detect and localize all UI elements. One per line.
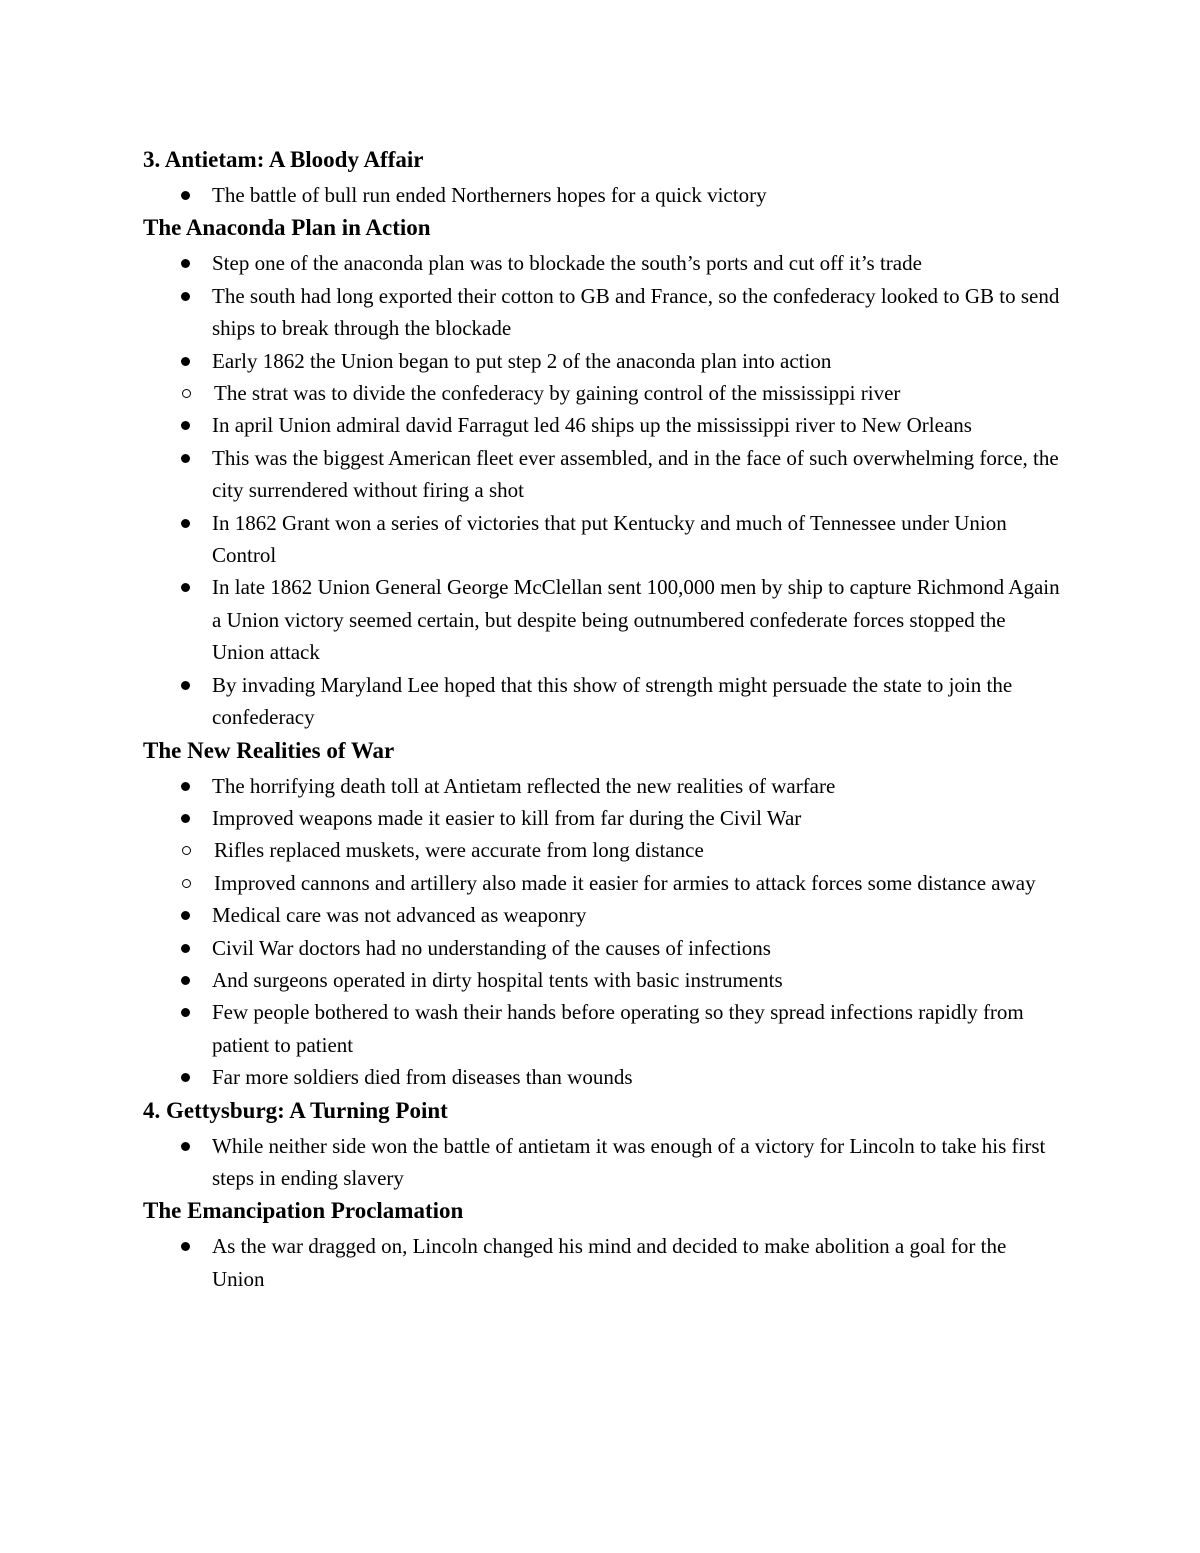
bullet-item bbox=[143, 1061, 1063, 1093]
filled-bullet-icon bbox=[181, 911, 190, 920]
sub-bullet-item bbox=[143, 834, 1063, 866]
bullet-item bbox=[143, 247, 1063, 279]
bullet-text: Few people bothered to wash their hands before operating so they spread infections rapidly from patient to patient bbox=[212, 1000, 1024, 1057]
filled-bullet-icon bbox=[181, 944, 190, 953]
filled-bullet-icon bbox=[181, 292, 190, 301]
filled-bullet-icon bbox=[181, 191, 190, 200]
bullet-item bbox=[143, 932, 1063, 964]
bullet-text: The horrifying death toll at Antietam reflected the new realities of warfare bbox=[212, 773, 836, 798]
filled-bullet-icon bbox=[181, 1142, 190, 1151]
filled-bullet-icon bbox=[181, 681, 190, 690]
bullet-item bbox=[143, 1130, 1063, 1195]
filled-bullet-icon bbox=[181, 259, 190, 268]
sub-bullet-list bbox=[143, 377, 1063, 409]
bullet-text: Step one of the anaconda plan was to blockade the south’s ports and cut off it’s trade bbox=[212, 251, 922, 276]
sub-bullet-item bbox=[143, 377, 1063, 409]
hollow-bullet-icon bbox=[182, 846, 191, 855]
bullet-item bbox=[143, 280, 1063, 345]
filled-bullet-icon bbox=[181, 976, 190, 985]
filled-bullet-icon bbox=[181, 1073, 190, 1082]
bullet-text: In late 1862 Union General George McClellan sent 100,000 men by ship to capture Richmond Again a Union victory seemed certain, but despite being outnumbered confederate forces stopped the Union attack bbox=[212, 575, 1060, 665]
bullet-item bbox=[143, 1230, 1063, 1295]
bullet-text: While neither side won the battle of antietam it was enough of a victory for Lincoln to take his first steps in ending slavery bbox=[212, 1133, 1046, 1190]
bullet-item bbox=[143, 669, 1063, 734]
bullet-list bbox=[143, 1230, 1063, 1295]
filled-bullet-icon bbox=[181, 583, 190, 592]
bullet-item bbox=[143, 996, 1063, 1061]
sub-bullet-text: Improved cannons and artillery also made it easier for armies to attack forces some distance away bbox=[214, 870, 1036, 895]
bullet-item bbox=[143, 571, 1063, 668]
sub-bullet-text: The strat was to divide the confederacy by gaining control of the mississippi river bbox=[214, 381, 901, 406]
bullet-item bbox=[143, 802, 1063, 899]
bullet-text: Civil War doctors had no understanding of the causes of infections bbox=[212, 935, 771, 960]
filled-bullet-icon bbox=[181, 421, 190, 430]
bullet-list bbox=[143, 179, 1063, 211]
bullet-text: In april Union admiral david Farragut led 46 ships up the mississippi river to New Orleans bbox=[212, 413, 972, 438]
bullet-item bbox=[143, 507, 1063, 572]
bullet-text: Improved weapons made it easier to kill from far during the Civil War bbox=[212, 805, 802, 830]
bullet-item bbox=[143, 770, 1063, 802]
filled-bullet-icon bbox=[181, 1242, 190, 1251]
bullet-text: In 1862 Grant won a series of victories that put Kentucky and much of Tennessee under Union Control bbox=[212, 510, 1007, 568]
filled-bullet-icon bbox=[181, 782, 190, 791]
bullet-item bbox=[143, 899, 1063, 931]
bullet-text: The south had long exported their cotton to GB and France, so the confederacy looked to GB to send ships to break through the blockade bbox=[212, 283, 1060, 341]
bullet-text: The battle of bull run ended Northerners hopes for a quick victory bbox=[212, 183, 767, 207]
bullet-item bbox=[143, 179, 1063, 211]
bullet-text: As the war dragged on, Lincoln changed his mind and decided to make abolition a goal for the Union bbox=[212, 1234, 1007, 1291]
section-heading: 3. Antietam: A Bloody Affair bbox=[143, 147, 424, 172]
section-heading: 4. Gettysburg: A Turning Point bbox=[143, 1097, 448, 1123]
bullet-list bbox=[143, 1130, 1063, 1195]
section-heading: The Anaconda Plan in Action bbox=[143, 215, 431, 241]
filled-bullet-icon bbox=[181, 519, 190, 528]
hollow-bullet-icon bbox=[182, 879, 191, 888]
bullet-item bbox=[143, 964, 1063, 996]
bullet-list bbox=[143, 247, 1063, 733]
sub-bullet-text: Rifles replaced muskets, were accurate from long distance bbox=[214, 838, 704, 863]
filled-bullet-icon bbox=[181, 357, 190, 366]
bullet-text: Early 1862 the Union began to put step 2 of the anaconda plan into action bbox=[212, 348, 832, 373]
filled-bullet-icon bbox=[181, 454, 190, 463]
filled-bullet-icon bbox=[181, 1008, 190, 1017]
bullet-text: This was the biggest American fleet ever assembled, and in the face of such overwhelming force, the city surrendered without firing a shot bbox=[212, 445, 1059, 503]
sub-bullet-item bbox=[143, 867, 1063, 899]
filled-bullet-icon bbox=[181, 814, 190, 823]
document-content bbox=[143, 143, 1063, 1295]
bullet-item bbox=[143, 409, 1063, 441]
bullet-list bbox=[143, 770, 1063, 1094]
section-heading: The Emancipation Proclamation bbox=[143, 1198, 464, 1224]
bullet-text: Medical care was not advanced as weaponry bbox=[212, 903, 587, 928]
bullet-text: And surgeons operated in dirty hospital tents with basic instruments bbox=[212, 967, 783, 992]
bullet-item bbox=[143, 345, 1063, 410]
hollow-bullet-icon bbox=[182, 389, 191, 398]
sub-bullet-list bbox=[143, 834, 1063, 899]
bullet-text: By invading Maryland Lee hoped that this show of strength might persuade the state to join the confederacy bbox=[212, 672, 1013, 730]
bullet-item bbox=[143, 442, 1063, 507]
section-heading: The New Realities of War bbox=[143, 737, 395, 763]
bullet-text: Far more soldiers died from diseases than wounds bbox=[212, 1065, 633, 1090]
